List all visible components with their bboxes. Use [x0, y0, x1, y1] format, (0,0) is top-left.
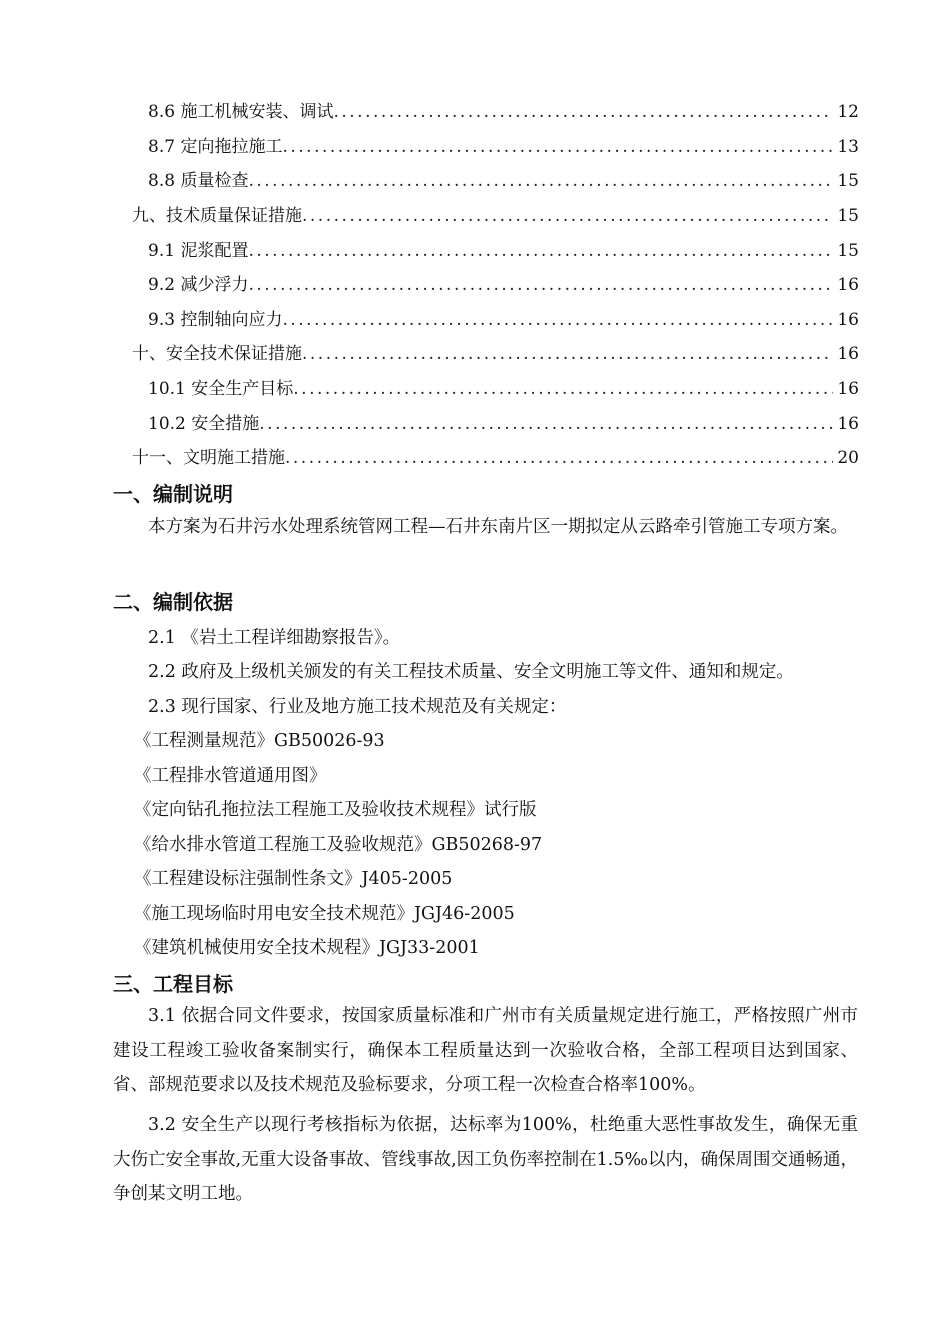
toc-leader [333, 95, 833, 129]
toc-entry-page: 15 [837, 206, 859, 227]
reference-item: 《定向钻孔拖拉法工程施工及验收技术规程》试行版 [134, 800, 537, 820]
toc-entry[interactable] [0, 268, 950, 303]
toc-entry-page: 16 [837, 275, 859, 296]
reference-item: 《建筑机械使用安全技术规程》JGJ33-2001 [134, 938, 480, 958]
toc-entry-title: 8.8 质量检查 [148, 171, 249, 192]
toc-entry-title: 10.2 安全措施 [148, 413, 260, 434]
toc-entry-page: 16 [837, 344, 859, 365]
toc-entry-page: 15 [837, 240, 859, 261]
toc-entry-title: 10.1 安全生产目标 [148, 379, 294, 400]
toc-entry[interactable] [0, 337, 950, 372]
reference-item: 《工程建设标注强制性条文》J405-2005 [134, 869, 453, 889]
reference-item: 《工程测量规范》GB50026-93 [134, 731, 385, 751]
toc-leader [248, 268, 833, 302]
toc-entry-title: 9.1 泥浆配置 [148, 240, 249, 261]
toc-entry-title: 九、技术质量保证措施 [132, 206, 302, 227]
basis-item: 2.3 现行国家、行业及地方施工技术规范及有关规定： [148, 697, 567, 717]
toc-entry-page: 12 [837, 102, 859, 123]
toc-leader [282, 303, 833, 337]
toc-entry-title: 十一、文明施工措施 [132, 448, 285, 469]
table-of-contents [0, 95, 950, 476]
toc-entry-page: 16 [837, 379, 859, 400]
toc-entry-page: 20 [837, 448, 859, 469]
toc-entry[interactable] [0, 372, 950, 407]
toc-entry[interactable] [0, 233, 950, 268]
toc-entry[interactable] [0, 95, 950, 130]
toc-entry-page: 16 [837, 413, 859, 434]
toc-entry-page: 15 [837, 171, 859, 192]
toc-entry-page: 13 [837, 136, 859, 157]
toc-entry[interactable] [0, 199, 950, 234]
toc-entry-title: 8.7 定向拖拉施工 [148, 136, 283, 157]
toc-leader [259, 407, 833, 441]
section-paragraph: 本方案为石井污水处理系统管网工程—石井东南片区一期拟定从云路牵引管施工专项方案。 [148, 517, 848, 537]
toc-leader [293, 372, 833, 406]
reference-item: 《工程排水管道通用图》 [134, 766, 327, 786]
toc-entry-title: 8.6 施工机械安装、调试 [148, 102, 334, 123]
toc-entry[interactable] [0, 130, 950, 165]
section-paragraph: 3.1 依据合同文件要求，按国家质量标准和广州市有关质量规定进行施工，严格按照广州市建设工程竣工验收备案制实行，确保本工程质量达到一次验收合格，全部工程项目达到国家、省、部规范要求以及技术规范及验标要求，分项工程一次检查合格率100%。 [113, 1006, 858, 1095]
section-heading: 一、编制说明 [113, 482, 233, 506]
toc-entry-title: 十、安全技术保证措施 [132, 344, 302, 365]
reference-item: 《给水排水管道工程施工及验收规范》GB50268-97 [134, 835, 543, 855]
toc-entry-title: 9.2 减少浮力 [148, 275, 249, 296]
toc-entry-title: 9.3 控制轴向应力 [148, 309, 283, 330]
section-paragraph: 3.2 安全生产以现行考核指标为依据，达标率为100%，杜绝重大恶性事故发生，确保无重大伤亡安全事故,无重大设备事故、管线事故,因工负伤率控制在1.5‰以内，确保周围交通畅通，争创某文明工地。 [113, 1115, 858, 1204]
toc-leader [248, 234, 833, 268]
toc-leader [282, 130, 833, 164]
toc-entry[interactable] [0, 441, 950, 476]
toc-leader [285, 441, 833, 475]
toc-leader [302, 199, 833, 233]
toc-entry-page: 16 [837, 309, 859, 330]
basis-item: 2.1 《岩土工程详细勘察报告》。 [148, 628, 401, 648]
toc-entry[interactable] [0, 164, 950, 199]
section-heading: 二、编制依据 [113, 590, 233, 614]
toc-leader [248, 164, 833, 198]
toc-leader [302, 337, 833, 371]
toc-entry[interactable] [0, 406, 950, 441]
section-heading: 三、工程目标 [113, 972, 233, 996]
toc-entry[interactable] [0, 303, 950, 338]
reference-item: 《施工现场临时用电安全技术规范》JGJ46-2005 [134, 904, 515, 924]
basis-item: 2.2 政府及上级机关颁发的有关工程技术质量、安全文明施工等文件、通知和规定。 [148, 662, 794, 682]
